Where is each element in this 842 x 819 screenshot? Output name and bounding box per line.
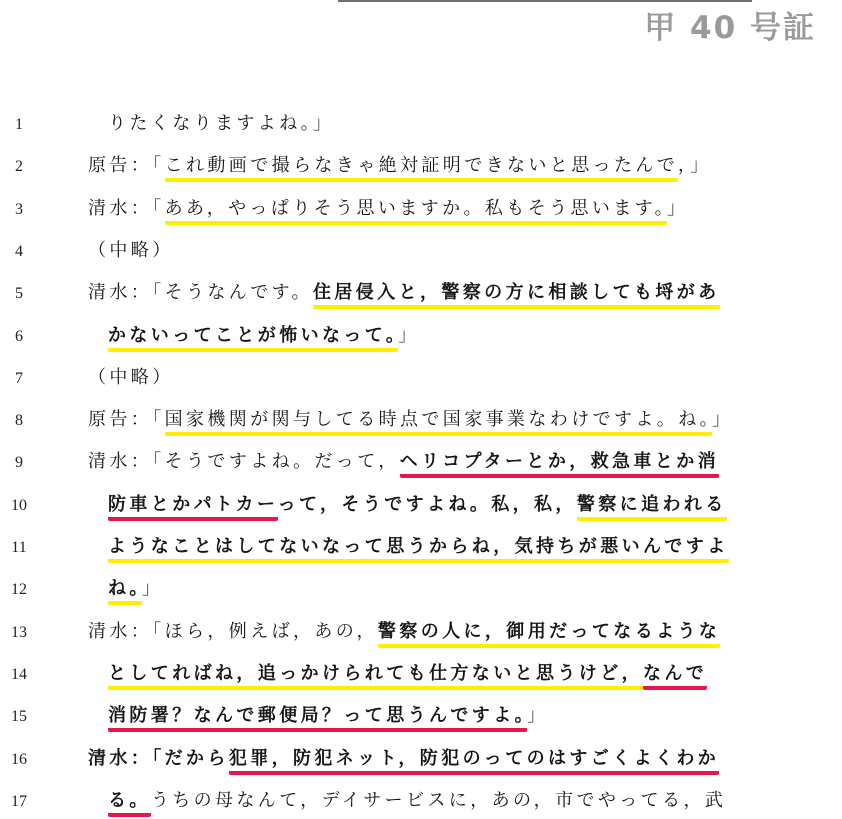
text-segment: 」 (398, 324, 420, 346)
line-text (88, 746, 719, 772)
text-segment: 清水：「 (88, 197, 165, 219)
yellow-underlined-text: ね。 (108, 578, 142, 605)
line-number: 16 (11, 750, 27, 768)
line-text (88, 365, 174, 391)
transcript-line (0, 531, 842, 565)
line-text (108, 703, 548, 729)
transcript-line (0, 489, 842, 523)
yellow-underlined-text: 住居侵入と，警察の方に相談しても埒があ (313, 282, 720, 309)
transcript-line (0, 616, 842, 650)
text-segment: 清水：「そうですよね。だって， (88, 451, 400, 473)
line-number: 12 (11, 581, 27, 599)
text-segment: 清水：「だから (88, 747, 229, 769)
line-text (108, 323, 420, 349)
line-number: 5 (15, 285, 23, 303)
line-number: 9 (15, 454, 23, 472)
exhibit-label: 甲 40 号証 (644, 10, 816, 46)
text-segment: （中略） (88, 366, 174, 388)
line-number: 3 (15, 200, 23, 218)
yellow-underlined-text: ああ，やっぱりそう思いますか。私もそう思います。 (165, 198, 667, 225)
red-underlined-text: る。 (108, 790, 151, 817)
line-text (108, 788, 726, 814)
red-underlined-text: 防車とかパトカー (108, 494, 278, 521)
text-segment: ，」 (677, 155, 712, 177)
transcript-line (0, 320, 842, 354)
red-underlined-text: ヘリコプターとか，救急車とか消 (400, 451, 719, 478)
line-text (108, 492, 727, 518)
yellow-underlined-text: これ動画で撮らなきゃ絶対証明できないと思ったんで (165, 155, 678, 182)
line-text (108, 534, 729, 560)
line-text (88, 449, 719, 475)
line-number: 14 (11, 665, 27, 683)
line-text (88, 153, 712, 179)
text-segment: 原告：「 (88, 155, 165, 177)
yellow-underlined-text: ようなことはしてないなって思うからね，気持ちが悪いんですよ (108, 536, 729, 563)
transcript-line (0, 277, 842, 311)
line-text (88, 196, 688, 222)
yellow-underlined-text: 警察の人に，御用だってなるような (378, 621, 720, 648)
line-number: 10 (11, 496, 27, 514)
transcript-line (0, 446, 842, 480)
line-text (108, 661, 707, 687)
line-number: 4 (15, 242, 23, 260)
line-text (88, 619, 720, 645)
line-number: 2 (15, 158, 23, 176)
text-segment: 」 (527, 705, 549, 727)
line-number: 8 (15, 412, 23, 430)
yellow-underlined-text: かないってことが怖いなって。 (108, 325, 398, 352)
text-segment: 原告：「 (88, 409, 165, 431)
line-number: 7 (15, 369, 23, 387)
text-segment: うちの母なんて，デイサービスに，あの，市でやってる，武 (150, 789, 727, 811)
line-text (88, 407, 733, 433)
line-text (88, 280, 720, 306)
text-segment: （中略） (88, 239, 174, 261)
text-segment: 清水：「ほら，例えば，あの， (88, 620, 378, 642)
transcript-line (0, 573, 842, 607)
text-segment: って，そうですよね。私，私， (277, 493, 577, 515)
yellow-underlined-text: 国家機関が関与してる時点で国家事業なわけですよ。ね。 (165, 409, 712, 436)
transcript-line (0, 404, 842, 438)
text-segment: 」 (712, 409, 734, 431)
transcript-line (0, 785, 842, 819)
text-segment: りたくなりますよね。」 (108, 113, 335, 134)
transcript-line (0, 150, 842, 184)
transcript-line (0, 235, 842, 269)
line-number: 1 (15, 116, 23, 133)
line-number: 17 (11, 792, 27, 810)
line-text (108, 111, 334, 137)
transcript-line (0, 108, 842, 142)
yellow-underlined-text: としてればね，追っかけられても仕方ないと思うけど， (108, 663, 643, 690)
transcript-line (0, 658, 842, 692)
line-number: 11 (11, 539, 27, 556)
text-segment: 清水：「そうなんです。 (88, 282, 313, 304)
text-segment: 」 (667, 197, 689, 219)
line-number: 6 (15, 327, 23, 345)
transcript-line (0, 743, 842, 777)
line-number: 13 (11, 623, 27, 641)
line-text (108, 576, 163, 602)
line-text (88, 238, 174, 264)
red-underlined-text: 犯罪，防犯ネット，防犯のってのはすごくよくわか (229, 748, 719, 775)
yellow-underlined-text: 警察に追われる (577, 494, 727, 521)
text-segment: 」 (141, 578, 164, 600)
transcript-line (0, 362, 842, 396)
red-underlined-text: 消防署？なんで郵便局？って思うんですよ。 (108, 705, 527, 732)
transcript-line (0, 193, 842, 227)
line-number: 15 (11, 708, 27, 726)
red-underlined-text: なんで (643, 663, 707, 690)
transcript-line (0, 700, 842, 734)
